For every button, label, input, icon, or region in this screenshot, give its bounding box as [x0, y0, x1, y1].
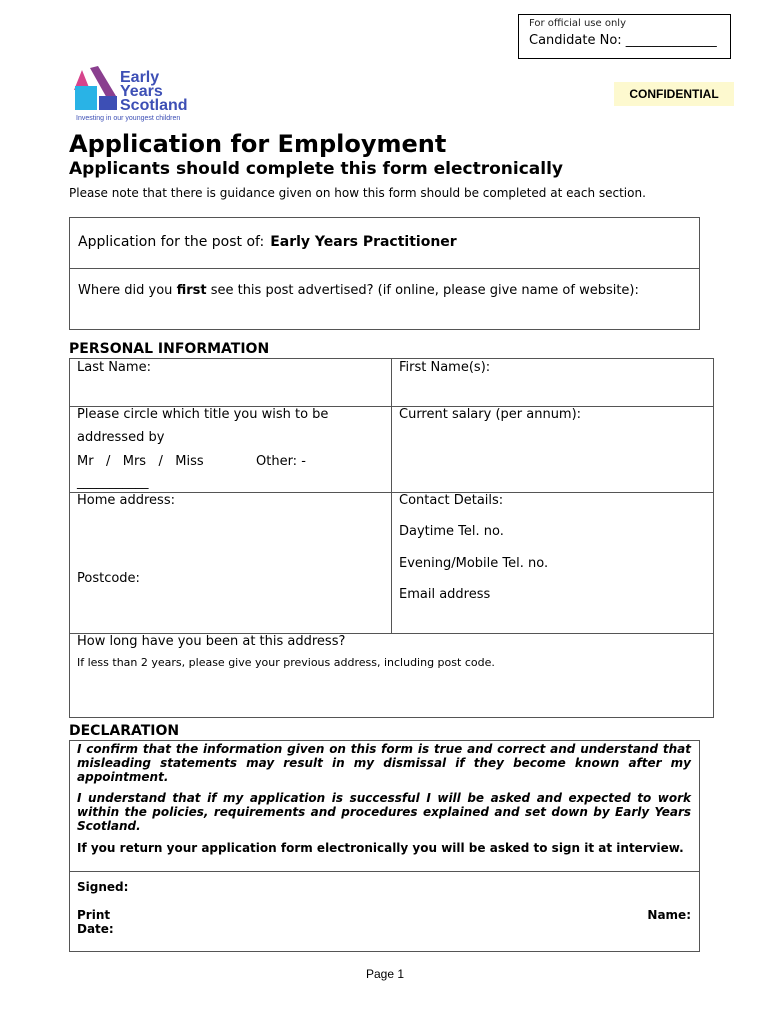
declaration-box: [69, 740, 700, 952]
declaration-heading: DECLARATION: [69, 723, 180, 739]
evening-tel-field[interactable]: Evening/Mobile Tel. no.: [399, 556, 549, 571]
advert-source-emphasis: first: [176, 283, 207, 298]
title-instruction-line1: Please circle which title you wish to be: [77, 407, 329, 422]
last-name-field[interactable]: Last Name:: [77, 360, 151, 375]
personal-information-heading: PERSONAL INFORMATION: [69, 341, 270, 357]
logo-blue-block: [99, 96, 117, 110]
confidential-badge: CONFIDENTIAL: [614, 82, 734, 106]
title-options[interactable]: Mr / Mrs / Miss: [77, 454, 204, 469]
logo-word-early: Early: [120, 69, 160, 86]
title-other-field[interactable]: Other: -: [256, 454, 306, 469]
declaration-divider: [70, 871, 699, 872]
page-subtitle: Applicants should complete this form electronically: [69, 159, 564, 179]
email-field[interactable]: Email address: [399, 587, 491, 602]
logo-cyan-square: [75, 86, 97, 110]
postcode-field[interactable]: Postcode:: [77, 571, 140, 586]
logo-word-years: Years: [120, 83, 163, 100]
how-long-at-address-field[interactable]: How long have you been at this address?: [77, 634, 346, 649]
column-divider: [391, 359, 392, 633]
title-instruction-line2: addressed by: [77, 430, 165, 445]
date-field[interactable]: Date:: [77, 922, 114, 936]
signed-field[interactable]: Signed:: [77, 880, 129, 894]
personal-information-table: [69, 358, 714, 718]
advert-source-field[interactable]: [78, 283, 639, 298]
current-salary-field[interactable]: Current salary (per annum):: [399, 407, 582, 422]
daytime-tel-field[interactable]: Daytime Tel. no.: [399, 524, 504, 539]
logo-tagline: Investing in our youngest children: [76, 115, 181, 122]
post-box: [69, 217, 700, 330]
advert-source-suffix: see this post advertised? (if online, please give name of website):: [206, 283, 639, 298]
post-value: Early Years Practitioner: [270, 234, 457, 250]
previous-address-note: If less than 2 years, please give your previous address, including post code.: [77, 656, 495, 669]
guidance-note: Please note that there is guidance given on how this form should be completed at each section.: [69, 186, 646, 200]
post-label: Application for the post of:: [78, 234, 265, 250]
post-divider: [70, 268, 699, 269]
contact-details-label: Contact Details:: [399, 493, 504, 508]
first-names-field[interactable]: First Name(s):: [399, 360, 491, 375]
page-title: Application for Employment: [69, 130, 447, 158]
candidate-number-field[interactable]: Candidate No: ______________: [529, 33, 717, 48]
page-number: Page 1: [365, 967, 405, 981]
logo-word-scotland: Scotland: [120, 97, 188, 114]
post-applied-row: [78, 234, 457, 250]
print-name-field[interactable]: Name:: [647, 908, 691, 922]
print-name-label: Print: [77, 908, 111, 922]
official-use-label: For official use only: [529, 18, 626, 29]
advert-source-prefix: Where did you: [78, 283, 177, 298]
official-use-box: [518, 14, 731, 59]
declaration-paragraph-1: I confirm that the information given on this form is true and correct and understand that misleading statements may result in my dismissal if they become known after my appointment.: [77, 742, 691, 784]
declaration-paragraph-3: If you return your application form electronically you will be asked to sign it at interview.: [77, 841, 684, 855]
title-other-blank: ___________: [77, 475, 149, 490]
logo-wordmark: [120, 71, 188, 113]
home-address-field[interactable]: Home address:: [77, 493, 175, 508]
declaration-paragraph-2: I understand that if my application is successful I will be asked and expected to work within the policies, requirements and procedures explained and set down by Early Years Scotland.: [77, 791, 691, 833]
